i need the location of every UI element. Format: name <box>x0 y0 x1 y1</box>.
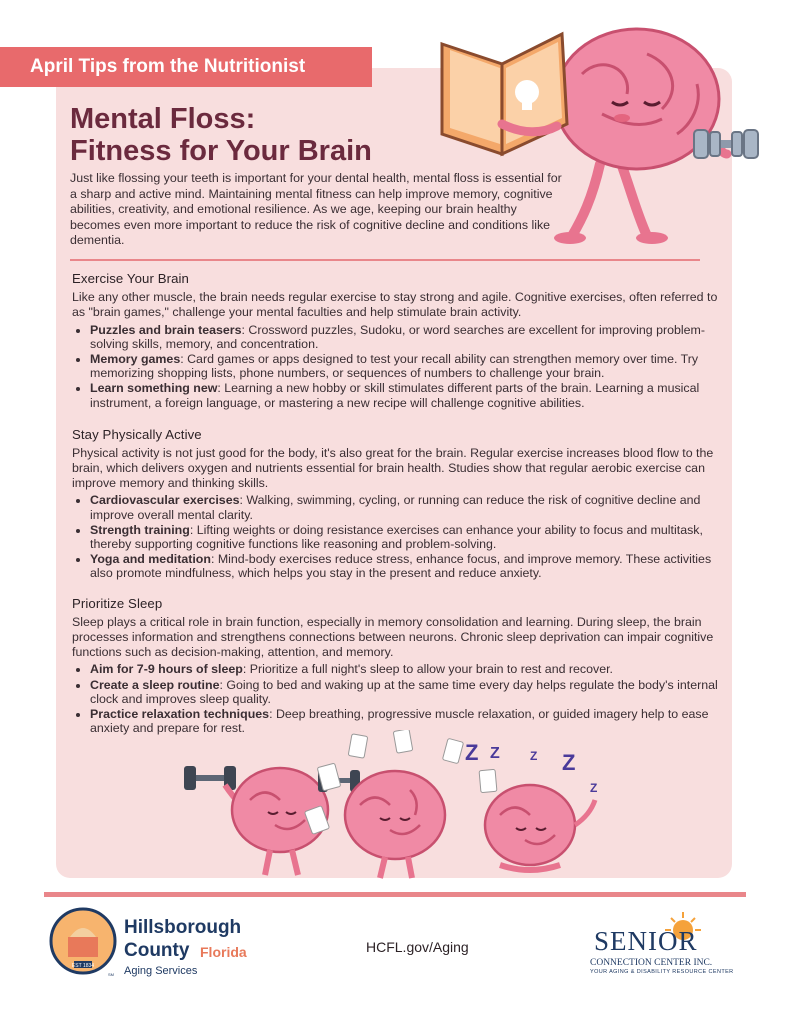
senior-logo-tagline: YOUR AGING & DISABILITY RESOURCE CENTER <box>590 969 734 975</box>
bullet-list <box>72 493 722 580</box>
bullet-term: Yoga and meditation <box>90 552 211 567</box>
bullet-term: Learn something new <box>90 381 218 396</box>
seal-text: EST 1834 <box>71 963 95 969</box>
section-physically-active <box>72 427 722 582</box>
three-brains-illustration <box>180 730 620 880</box>
bullet-text: : Prioritize a full night's sleep to allow your brain to rest and recover. <box>242 662 613 677</box>
sleep-z: Z <box>590 781 598 795</box>
bullet-term: Practice relaxation techniques <box>90 707 270 721</box>
list-item <box>90 662 722 676</box>
brain-reading-illustration <box>432 14 777 244</box>
sleep-z: Z <box>530 749 538 763</box>
title-line-2: Fitness for Your Brain <box>70 135 372 167</box>
section-heading: Prioritize Sleep <box>72 596 163 611</box>
senior-logo-title: SENIOR <box>594 926 698 956</box>
bullet-text: : Walking, swimming, cycling, or running can reduce the risk of cognitive decline and improve overall mental clarity. <box>90 493 701 522</box>
section-body: Sleep plays a critical role in brain function, especially in memory consolidation and learning. During sleep, the brain processes information and strengthens connections between neurons. Chronic sleep deprivation can impair cognitive functions such as decision-making, attention, and memory. <box>72 615 714 659</box>
section-prioritize-sleep <box>72 596 722 736</box>
bullet-text: : Mind-body exercises reduce stress, enhance focus, and improve memory. These activities also promote mindfulness, which helps you stay in the present and reduce anxiety. <box>90 552 712 581</box>
list-item <box>90 381 722 409</box>
bullet-text: : Lifting weights or doing resistance exercises can enhance your ability to focus and multitask, thereby supporting cognitive functions like reasoning and problem-solving. <box>90 522 703 551</box>
bullet-list <box>72 323 722 410</box>
section-body: Like any other muscle, the brain needs regular exercise to stay strong and agile. Cognitive exercises, often referred to as "brain games," challenge your mental faculties and help stimulate brain activity. <box>72 290 718 319</box>
county-name-line-1: Hillsborough <box>124 917 242 938</box>
list-item <box>90 493 722 521</box>
bullet-term: Aim for 7-9 hours of sleep <box>90 662 243 677</box>
section-heading: Stay Physically Active <box>72 427 202 442</box>
county-state: Florida <box>200 944 247 960</box>
intro-divider <box>70 259 700 261</box>
intro-paragraph: Just like flossing your teeth is important for your dental health, mental floss is essential for a sharp and active mind. Maintaining mental fitness can help improve memory, cognitive abilities, creativity, and emotional resilience. As we age, keeping our brain healthy becomes even more important to reduce the risk of cognitive decline and conditions like dementia. <box>70 171 562 248</box>
senior-logo-subtitle: CONNECTION CENTER INC. <box>590 958 713 968</box>
section-heading: Exercise Your Brain <box>72 271 189 286</box>
section-exercise-brain <box>72 271 722 411</box>
section-body: Physical activity is not just good for the body, it's also great for the brain. Regular exercise increases blood flow to the brain, which delivers oxygen and nutrients essential for brain health. Studies show that regular aerobic exercise can improve memory and thinking skills. <box>72 446 714 490</box>
footer-divider <box>44 892 746 897</box>
list-item <box>90 552 722 580</box>
sleep-z: Z <box>490 745 500 762</box>
bullet-term: Create a sleep routine <box>90 677 220 692</box>
page-title <box>70 103 490 167</box>
header-banner: April Tips from the Nutritionist <box>0 47 372 87</box>
website-url[interactable]: HCFL.gov/Aging <box>366 939 469 955</box>
list-item <box>90 352 722 380</box>
sleep-z: Z <box>465 740 479 765</box>
bullet-text: : Crossword puzzles, Sudoku, or word searches are excellent for improving problem-solving skills, memory, and concentration. <box>90 322 705 351</box>
list-item <box>90 323 722 351</box>
county-name-line-2: County <box>124 940 190 961</box>
list-item <box>90 523 722 551</box>
seal-mark: SM <box>108 972 114 977</box>
bullet-term: Memory games <box>90 352 181 366</box>
bullet-term: Cardiovascular exercises <box>90 493 240 508</box>
bullet-text: : Going to bed and waking up at the same time every day helps regulate the body's internal clock and improves sleep quality. <box>90 677 718 706</box>
bullet-text: : Learning a new hobby or skill stimulates different parts of the brain. Learning a musical instrument, a foreign language, or mastering a new recipe will challenge cognitive abilities. <box>90 381 700 410</box>
sleep-z: Z <box>562 750 576 775</box>
list-item <box>90 678 722 706</box>
bullet-term: Strength training <box>90 522 190 537</box>
bullet-list <box>72 662 722 735</box>
bullet-text: : Deep breathing, progressive muscle relaxation, or guided imagery help to ease anxiety and prepare for rest. <box>90 707 709 736</box>
title-line-1: Mental Floss: <box>70 103 256 135</box>
county-department: Aging Services <box>124 965 198 977</box>
bullet-text: : Card games or apps designed to test your recall ability can strengthen memory over time. Try memorizing shopping lists, phone numbers, or sequences of numbers to challenge your brain. <box>90 352 699 381</box>
bullet-term: Puzzles and brain teasers <box>90 322 242 337</box>
